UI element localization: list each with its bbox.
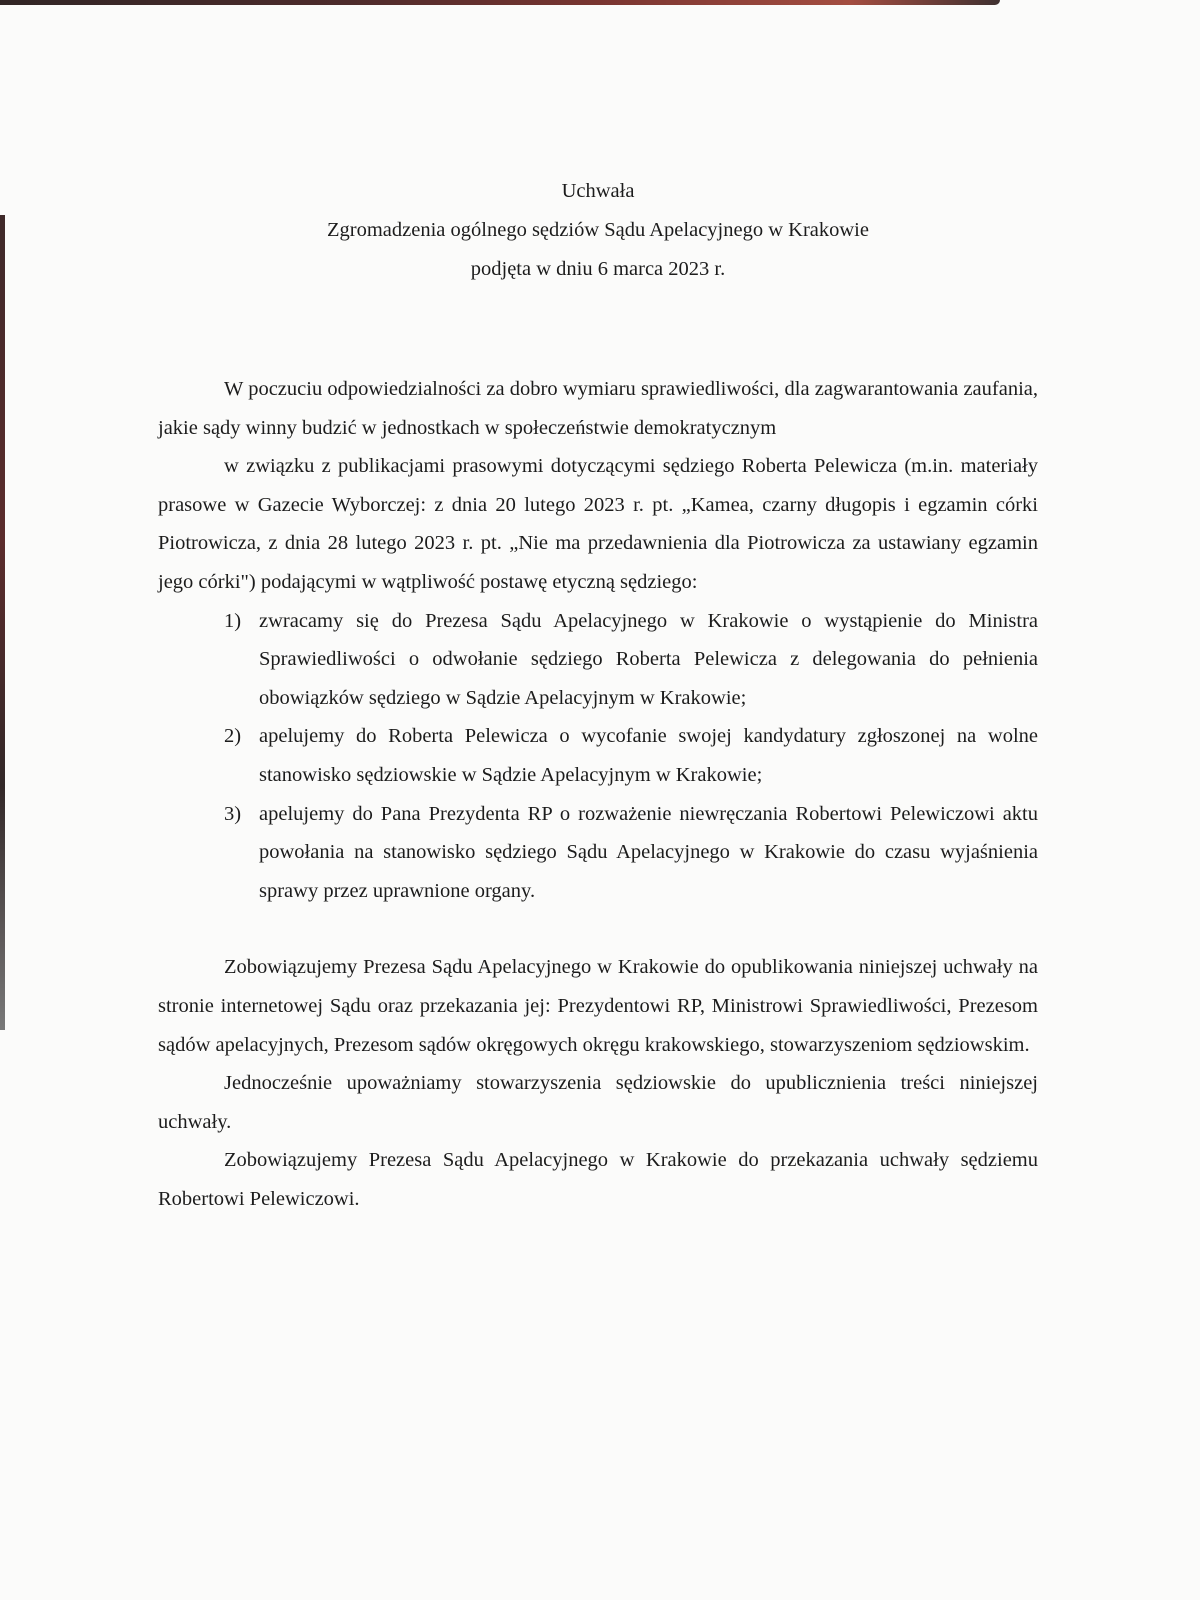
resolution-list bbox=[158, 602, 1038, 911]
document-heading bbox=[158, 172, 1038, 289]
scan-border-top bbox=[0, 0, 1000, 5]
closing-paragraph: Zobowiązujemy Prezesa Sądu Apelacyjnego w Krakowie do przekazania uchwały sędziemu Robertowi Pelewiczowi. bbox=[158, 1149, 1038, 1210]
resolution-text: zwracamy się do Prezesa Sądu Apelacyjnego w Krakowie o wystąpienie do Ministra Sprawiedliwości o odwołanie sędziego Roberta Pelewicza z delegowania do pełnienia obowiązków sędziego w Sądzie Apelacyjnym w Krakowie; bbox=[259, 609, 1038, 709]
document-body bbox=[158, 370, 1038, 1218]
resolution-item bbox=[158, 602, 1038, 718]
resolution-number: 1) bbox=[224, 609, 242, 632]
closing-paragraph: Zobowiązujemy Prezesa Sądu Apelacyjnego w Krakowie do opublikowania niniejszej uchwały na stronie internetowej Sądu oraz przekazania jej: Prezydentowi RP, Ministrowi Sprawiedliwości, Prezesom sądów apelacyjnych, Prezesom sądów okręgowych okręgu krakowskiego, stowarzyszeniom sędziowskim. bbox=[158, 956, 1038, 1056]
resolution-item bbox=[158, 795, 1038, 911]
preamble-paragraph: w związku z publikacjami prasowymi dotyczącymi sędziego Roberta Pelewicza (m.in. materiały prasowe w Gazecie Wyborczej: z dnia 20 lutego 2023 r. pt. „Kamea, czarny długopis i egzamin córki Piotrowicza, z dnia 28 lutego 2023 r. pt. „Nie ma przedawnienia dla Piotrowicza za ustawiany egzamin jego córki") podającymi w wątpliwość postawę etyczną sędziego: bbox=[158, 455, 1038, 593]
scan-border-left bbox=[0, 215, 5, 1030]
resolution-number: 3) bbox=[224, 802, 242, 825]
resolution-text: apelujemy do Pana Prezydenta RP o rozważenie niewręczania Robertowi Pelewiczowi aktu powołania na stanowisko sędziego Sądu Apelacyjnego w Krakowie do czasu wyjaśnienia sprawy przez uprawnione organy. bbox=[259, 802, 1038, 902]
document-title: Uchwała bbox=[561, 180, 635, 202]
document-page bbox=[158, 172, 1038, 1218]
document-subtitle: Zgromadzenia ogólnego sędziów Sądu Apelacyjnego w Krakowie bbox=[327, 219, 869, 241]
resolution-text: apelujemy do Roberta Pelewicza o wycofanie swojej kandydatury zgłoszonej na wolne stanowisko sędziowskie w Sądzie Apelacyjnym w Krakowie; bbox=[259, 725, 1038, 786]
resolution-item bbox=[158, 717, 1038, 794]
closing-paragraph: Jednocześnie upoważniamy stowarzyszenia sędziowskie do upublicznienia treści niniejszej uchwały. bbox=[158, 1072, 1038, 1133]
section-spacer bbox=[158, 910, 1038, 948]
document-date: podjęta w dniu 6 marca 2023 r. bbox=[470, 258, 726, 280]
preamble-paragraph: W poczuciu odpowiedzialności za dobro wymiaru sprawiedliwości, dla zagwarantowania zaufania, jakie sądy winny budzić w jednostkach w społeczeństwie demokratycznym bbox=[158, 378, 1038, 439]
resolution-number: 2) bbox=[224, 725, 242, 748]
